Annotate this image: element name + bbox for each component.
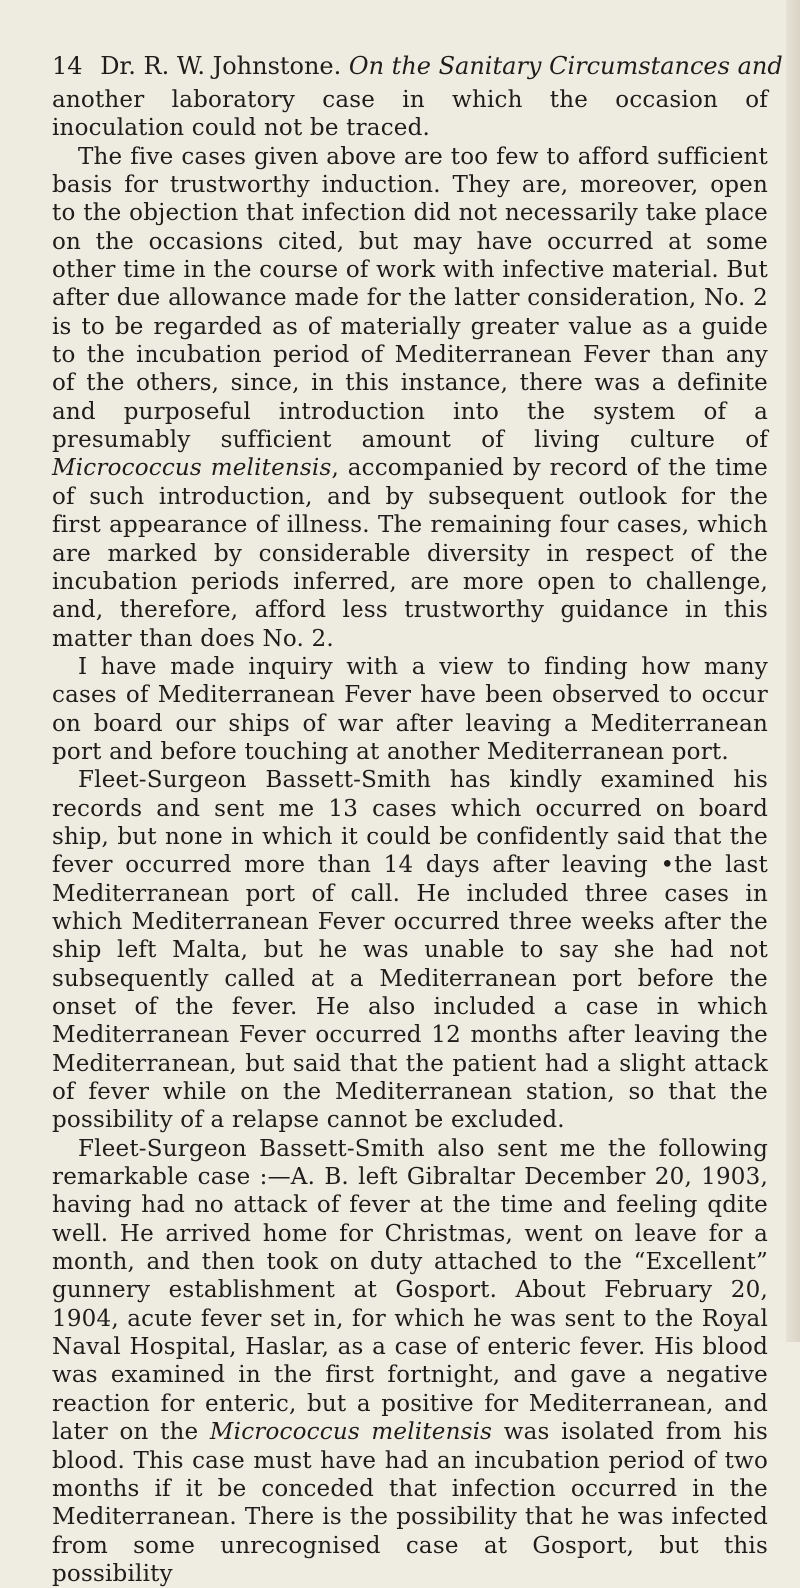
running-header xyxy=(52,50,783,82)
italic-text: Micrococcus melitensis xyxy=(209,1419,493,1446)
header-author: Dr. R. W. Johnstone. xyxy=(100,52,342,80)
paragraph-text: another laboratory case in which the occasion of inoculation could not be traced. xyxy=(52,87,768,142)
paragraph-text: Fleet-Surgeon Bassett-Smith also sent me the following remarkable case :—A. B. left Gibraltar December 20, 1903, having had no attack of fever at the time and feeling qdite well. He arrived home for Christmas, went on leave for a month, and then took on duty attached to the “Excellent” gunnery establishment at Gosport. About February 20, 1904, acute fever set in, for which he was sent to the Royal Naval Hospital, Haslar, as a case of enteric fever. His blood was examined in the first fortnight, and gave a negative reaction for enteric, but a positive for Mediterranean, and later on the xyxy=(52,1135,768,1446)
page-edge xyxy=(786,0,800,1342)
paragraph xyxy=(52,766,768,1134)
paragraph xyxy=(52,653,768,766)
header-title: On the Sanitary Circumstances and xyxy=(348,52,783,80)
body-text xyxy=(52,86,768,1588)
paragraph xyxy=(52,1135,768,1588)
paragraph-text: I have made inquiry with a view to finding how many cases of Mediterranean Fever have been observed to occur on board our ships of war after leaving a Mediterranean port and before touching at another Mediterranean port. xyxy=(52,653,768,765)
paragraph xyxy=(52,86,768,143)
paragraph xyxy=(52,143,768,653)
italic-text: Micrococcus melitensis xyxy=(52,455,332,482)
paragraph-text: was isolated from his blood. This case must have had an incubation period of two months if it be conceded that infection occurred in the Mediterranean. There is the possibility that he was infected from some unrecognised case at Gosport, but this possibility xyxy=(52,1419,769,1587)
paragraph-text: , accompanied by record of the time of such introduction, and by subsequent outlook for the first appearance of illness. The remaining four cases, which are marked by considerable diversity in respect of the incubation periods inferred, are more open to challenge, and, therefore, afford less trustworthy guidance in this matter than does No. 2. xyxy=(52,455,768,652)
paragraph-text: The five cases given above are too few to afford sufficient basis for trustworthy induction. They are, moreover, open to the objection that infection did not necessarily take place on the occasions cited, but may have occurred at some other time in the course of work with infective material. But after due allowance made for the latter consideration, No. 2 is to be regarded as of materially greater value as a guide to the incubation period of Mediterranean Fever than any of the others, since, in this instance, there was a definite and purposeful introduction into the system of a presumably sufficient amount of living culture of xyxy=(52,143,768,454)
paragraph-text: Fleet-Surgeon Bassett-Smith has kindly examined his records and sent me 13 cases which occurred on board ship, but none in which it could be confidently said that the fever occurred more than 14 days after leaving •the last Mediterranean port of call. He included three cases in which Mediterranean Fever occurred three weeks after the ship left Malta, but he was unable to say she had not subsequently called at a Mediterranean port before the onset of the fever. He also included a case in which Mediterranean Fever occurred 12 months after leaving the Mediterranean, but said that the patient had a slight attack of fever while on the Mediterranean station, so that the possibility of a relapse cannot be excluded. xyxy=(52,767,768,1134)
page-number: 14 xyxy=(52,52,83,80)
